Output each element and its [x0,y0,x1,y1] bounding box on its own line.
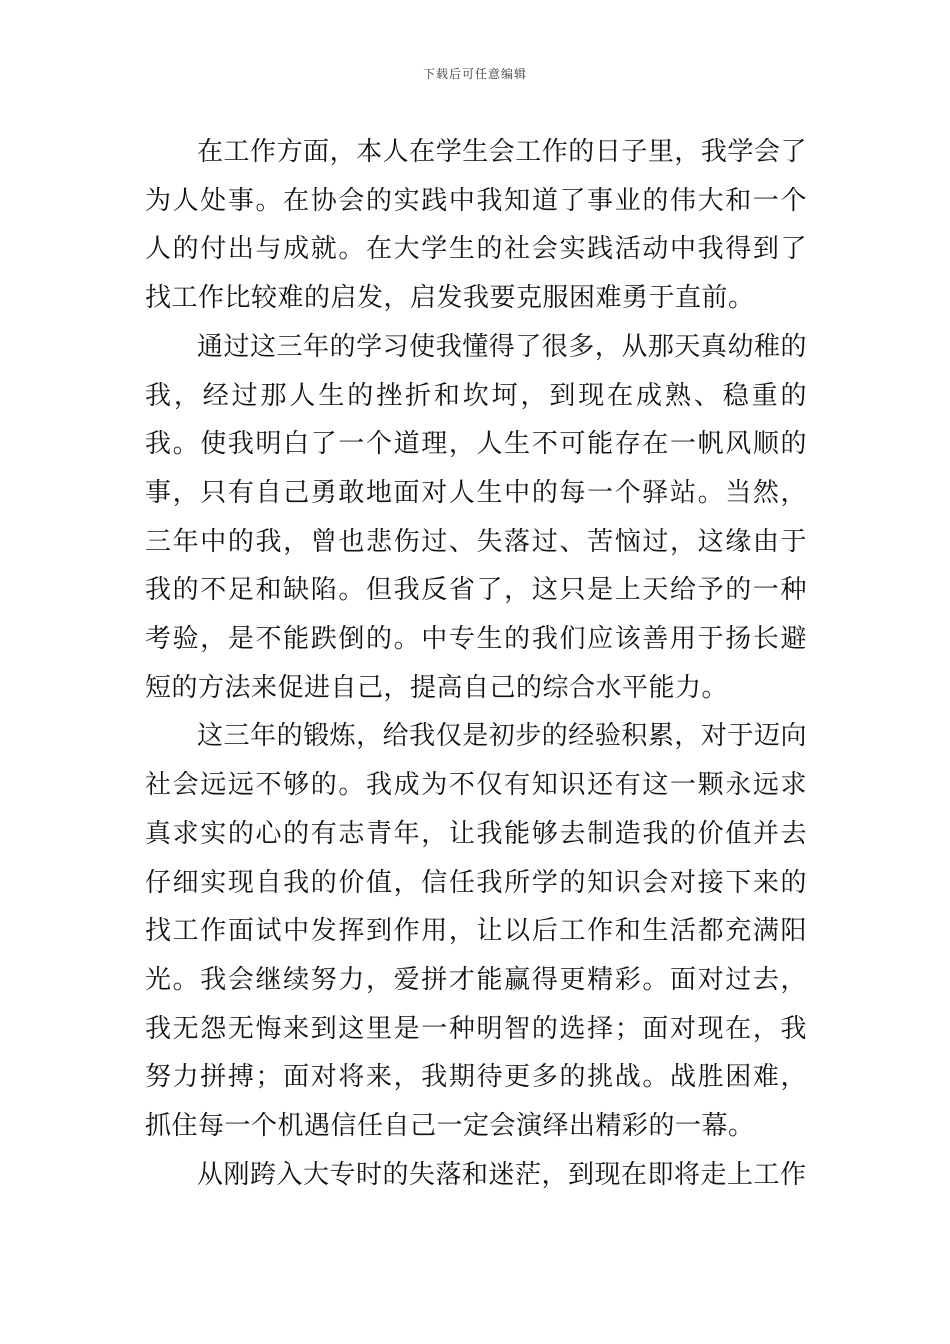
paragraph-work: 在工作方面，本人在学生会工作的日子里，我学会了为人处事。在协会的实践中我知道了事业的伟大和一个人的付出与成就。在大学生的社会实践活动中我得到了找工作比较难的启发，启发我要克服困难勇于直前。 [145,137,807,314]
paragraph-training: 这三年的锻炼，给我仅是初步的经验积累，对于迈向社会远远不够的。我成为不仅有知识还有这一颗永远求真求实的心的有志青年，让我能够去制造我的价值并去仔细实现自我的价值，信任我所学的知识会对接下来的找工作面试中发挥到作用，让以后工作和生活都充满阳光。我会继续努力，爱拼才能赢得更精彩。面对过去，我无怨无悔来到这里是一种明智的选择；面对现在，我努力拼搏；面对将来，我期待更多的挑战。战胜困难，抓住每一个机遇信任自己一定会演绎出精彩的一幕。 [145,721,807,1142]
page-header: 下载后可任意编辑 [422,67,527,81]
document-body [145,128,807,1199]
paragraph-closing: 从刚跨入大专时的失落和迷茫，到现在即将走上工作 [197,1159,807,1190]
paragraph-three-years-learning: 通过这三年的学习使我懂得了很多，从那天真幼稚的我，经过那人生的挫折和坎坷，到现在成熟、稳重的我。使我明白了一个道理，人生不可能存在一帆风顺的事，只有自己勇敢地面对人生中的每一个驿站。当然，三年中的我，曾也悲伤过、失落过、苦恼过，这缘由于我的不足和缺陷。但我反省了，这只是上天给予的一种考验，是不能跌倒的。中专生的我们应该善用于扬长避短的方法来促进自己，提高自己的综合水平能力。 [145,331,807,703]
